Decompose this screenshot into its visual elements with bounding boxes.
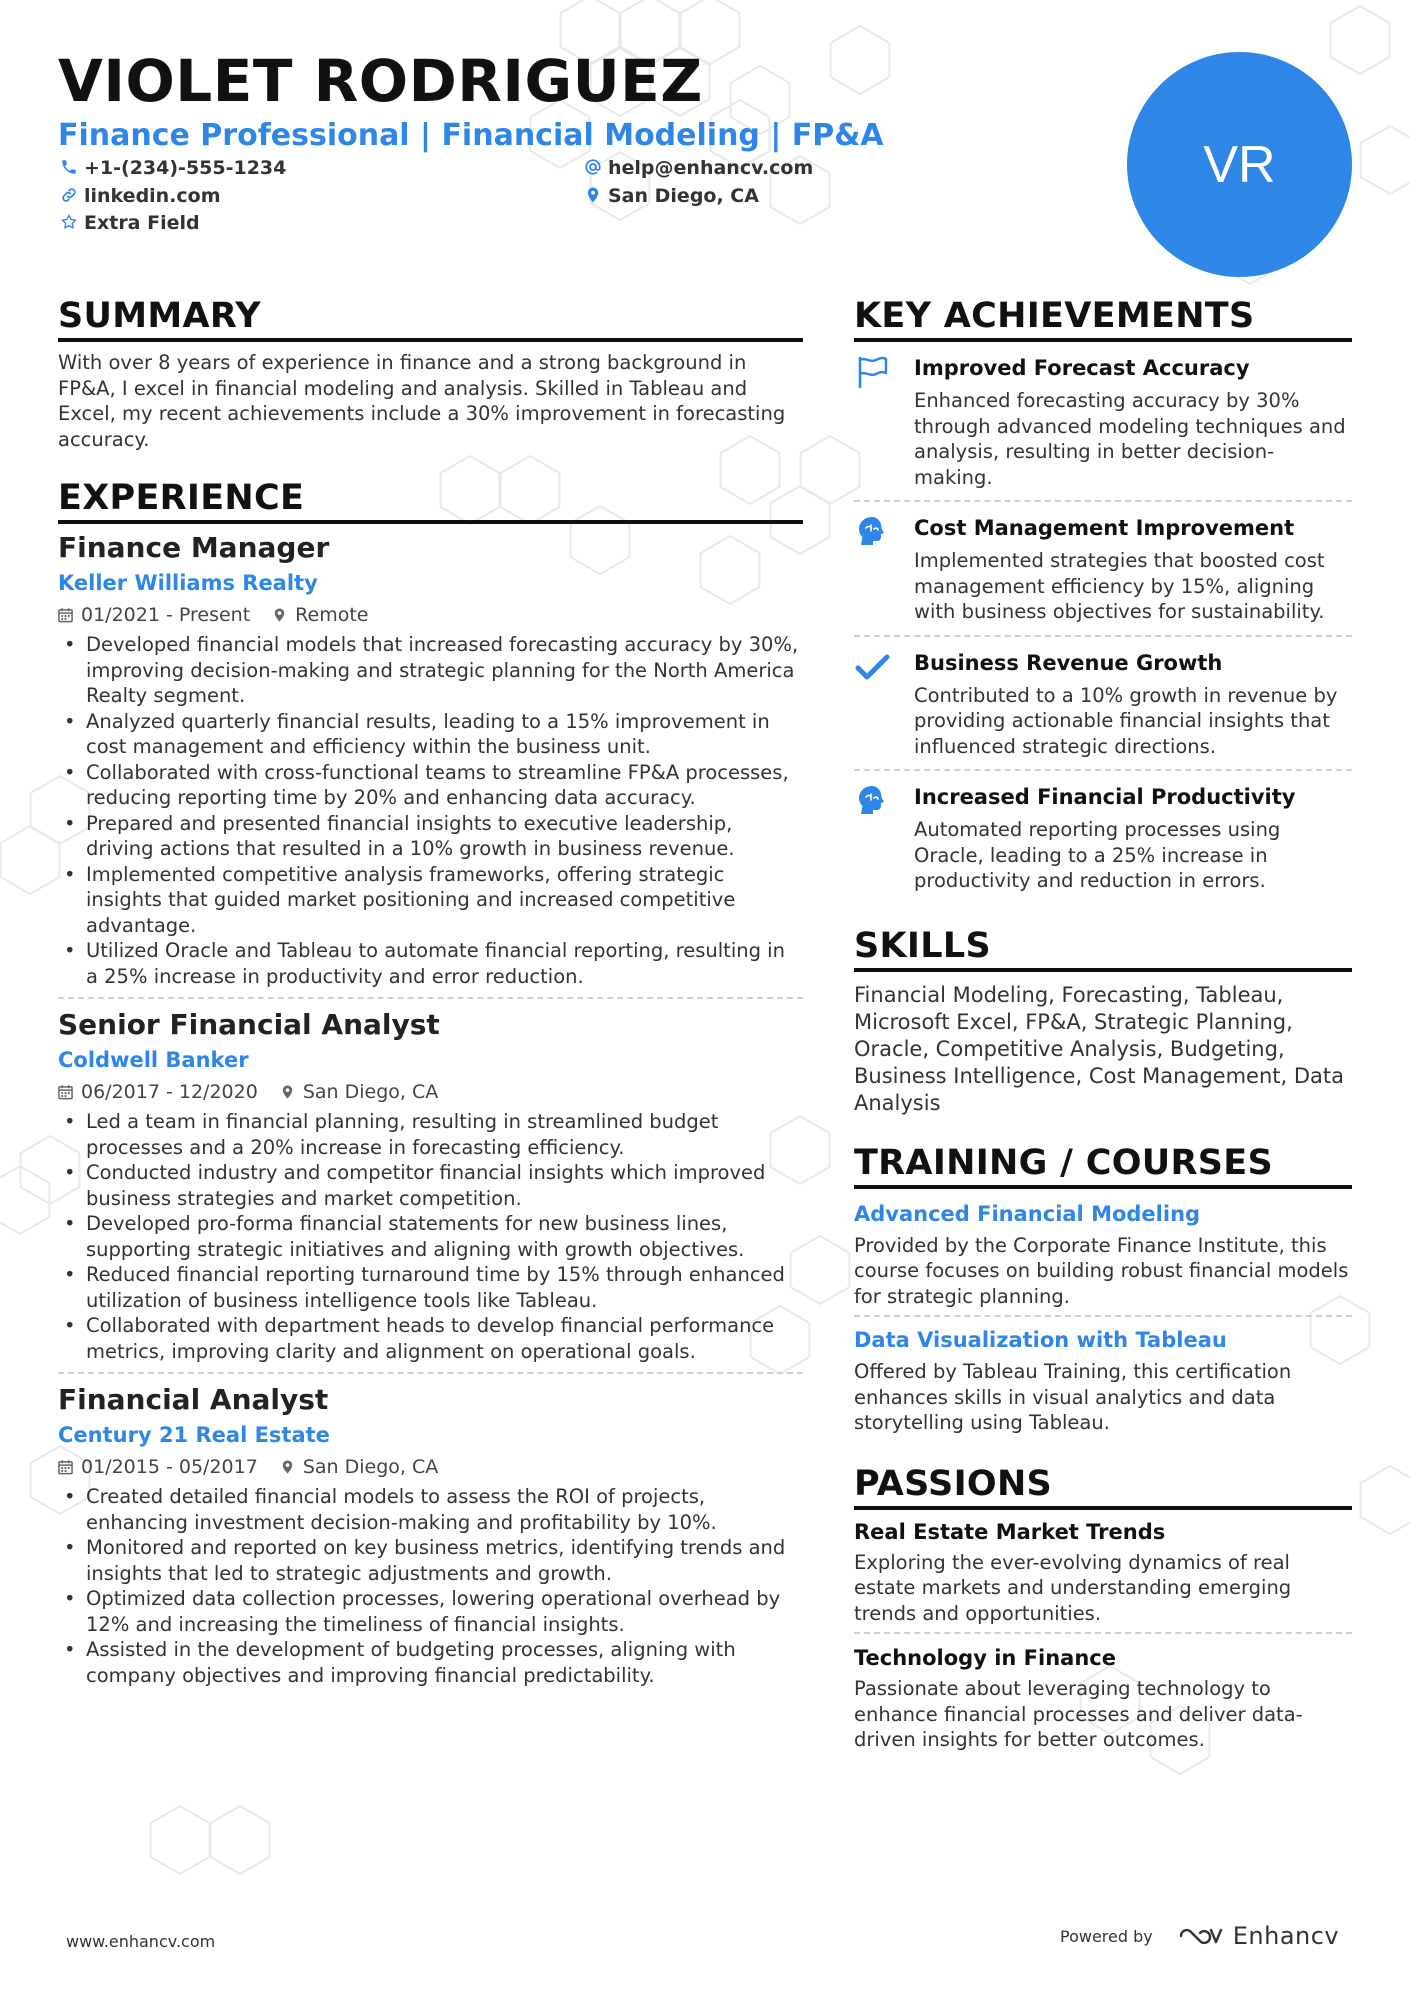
- job-bullet: • Conducted industry and competitor financial insights which improved business strategies and market competition.: [58, 1160, 803, 1211]
- job-bullet: • Assisted in the development of budgeting processes, aligning with company objectives and improving financial predictability.: [58, 1637, 803, 1688]
- job-location-wrap: [280, 1081, 438, 1103]
- avatar: [1127, 52, 1352, 277]
- job-bullets: [58, 1484, 803, 1688]
- passions-heading: PASSIONS: [854, 1464, 1352, 1510]
- footer-website[interactable]: www.enhancv.com: [66, 1932, 216, 1951]
- job-dates: 01/2021 - Present: [81, 604, 251, 626]
- contact-extra-field: [60, 211, 200, 235]
- achievement-item: [854, 635, 1352, 770]
- job-bullet: • Utilized Oracle and Tableau to automate financial reporting, resulting in a 25% increase in productivity and error reduction.: [58, 938, 803, 989]
- course-item: [854, 1315, 1352, 1442]
- job-location-wrap: [280, 1456, 438, 1478]
- achievement-body: [914, 649, 1352, 760]
- experience-item: [58, 524, 803, 989]
- flag-icon: [854, 354, 890, 390]
- link-icon: [60, 186, 78, 204]
- at-sign-icon: [584, 158, 602, 176]
- brand-name: Enhancv: [1232, 1922, 1340, 1950]
- company-name[interactable]: Keller Williams Realty: [58, 571, 318, 595]
- achievement-title: Cost Management Improvement: [914, 516, 1295, 540]
- map-pin-icon: [584, 186, 602, 204]
- course-description: Provided by the Corporate Finance Institute, this course focuses on building robust financial models for strategic planning.: [854, 1233, 1349, 1308]
- candidate-tagline: Finance Professional | Financial Modeling | FP&A: [58, 118, 884, 153]
- job-bullet: • Reduced financial reporting turnaround time by 15% through enhanced utilization of business intelligence tools like Tableau.: [58, 1262, 803, 1313]
- course-title[interactable]: Data Visualization with Tableau: [854, 1328, 1227, 1352]
- job-bullet: • Developed financial models that increased forecasting accuracy by 30%, improving decision-making and strategic planning for the North America Realty segment.: [58, 632, 803, 709]
- job-bullet: • Collaborated with department heads to develop financial performance metrics, improving clarity and alignment on operational goals.: [58, 1313, 803, 1364]
- calendar-icon: [58, 1459, 73, 1475]
- achievement-description: Contributed to a 10% growth in revenue by providing actionable financial insights that influenced strategic directions.: [914, 683, 1338, 758]
- contact-phone[interactable]: [60, 156, 286, 180]
- achievement-icon-wrap: [854, 514, 914, 625]
- skills-text: Financial Modeling, Forecasting, Tableau, Microsoft Excel, FP&A, Strategic Planning, Oracle, Competitive Analysis, Budgeting, Business Intelligence, Cost Management, Data Analysis: [854, 982, 1345, 1115]
- achievements-section: [854, 296, 1352, 904]
- passions-list: [854, 1510, 1352, 1759]
- job-bullet: • Implemented competitive analysis frameworks, offering strategic insights that guided market positioning and increased competitive advantage.: [58, 862, 803, 939]
- experience-list: [58, 524, 803, 1688]
- email-text: help@enhancv.com: [608, 157, 814, 179]
- candidate-name: VIOLET RODRIGUEZ: [58, 47, 703, 115]
- job-bullet: • Developed pro-forma financial statements for new business lines, supporting strategic initiatives and aligning with growth objectives.: [58, 1211, 803, 1262]
- achievement-description: Enhanced forecasting accuracy by 30% through advanced modeling techniques and analysis, resulting in better decision-making.: [914, 389, 1346, 489]
- brain-icon: [854, 514, 890, 550]
- achievement-title: Increased Financial Productivity: [914, 785, 1296, 809]
- experience-item: [58, 997, 803, 1364]
- contact-linkedin[interactable]: [60, 184, 221, 208]
- experience-heading: EXPERIENCE: [58, 478, 803, 524]
- experience-item: [58, 1372, 803, 1688]
- course-item: [854, 1193, 1352, 1316]
- training-heading: TRAINING / COURSES: [854, 1143, 1352, 1189]
- achievement-description: Automated reporting processes using Oracle, leading to a 25% increase in productivity and reduction in errors.: [914, 818, 1281, 892]
- training-list: [854, 1193, 1352, 1442]
- achievement-title: Improved Forecast Accuracy: [914, 356, 1250, 380]
- passion-description: Exploring the ever-evolving dynamics of real estate markets and understanding emerging trends and opportunities.: [854, 1550, 1292, 1625]
- job-title: Finance Manager: [58, 531, 330, 564]
- location-pin-icon: [280, 1084, 295, 1100]
- job-meta: [58, 600, 803, 630]
- star-icon: [60, 213, 78, 231]
- job-title: Senior Financial Analyst: [58, 1008, 440, 1041]
- linkedin-text: linkedin.com: [84, 185, 221, 207]
- contact-location: [584, 184, 759, 208]
- location-text: San Diego, CA: [608, 185, 759, 207]
- job-dates: 06/2017 - 12/2020: [81, 1081, 258, 1103]
- job-location: Remote: [295, 604, 369, 626]
- phone-text: +1-(234)-555-1234: [84, 157, 287, 179]
- job-bullet: • Created detailed financial models to assess the ROI of projects, enhancing investment decision-making and profitability by 10%.: [58, 1484, 803, 1535]
- job-bullet: • Optimized data collection processes, lowering operational overhead by 12% and increasing the timeliness of financial insights.: [58, 1586, 803, 1637]
- achievement-icon-wrap: [854, 783, 914, 894]
- job-location-wrap: [272, 604, 368, 626]
- job-location: San Diego, CA: [302, 1081, 439, 1103]
- job-bullet: • Monitored and reported on key business metrics, identifying trends and insights that led to strategic adjustments and growth.: [58, 1535, 803, 1586]
- achievement-icon-wrap: [854, 354, 914, 490]
- passion-item: [854, 1632, 1352, 1759]
- summary-heading: SUMMARY: [58, 296, 803, 342]
- powered-by-text: Powered by: [1060, 1926, 1153, 1946]
- achievement-body: [914, 354, 1352, 490]
- enhancv-logo-icon: [1177, 1924, 1223, 1948]
- passion-title: Technology in Finance: [854, 1646, 1116, 1670]
- job-bullet: • Collaborated with cross-functional teams to streamline FP&A processes, reducing reporting time by 20% and enhancing data accuracy.: [58, 760, 803, 811]
- left-column: [58, 296, 803, 1688]
- achievement-item: [854, 769, 1352, 904]
- course-description: Offered by Tableau Training, this certification enhances skills in visual analytics and data storytelling using Tableau.: [854, 1360, 1292, 1434]
- achievements-heading: KEY ACHIEVEMENTS: [854, 296, 1352, 342]
- course-title[interactable]: Advanced Financial Modeling: [854, 1201, 1201, 1226]
- achievement-body: [914, 514, 1352, 625]
- location-pin-icon: [280, 1459, 295, 1475]
- avatar-initials: VR: [1203, 135, 1276, 194]
- summary-section: [58, 296, 803, 452]
- job-location: San Diego, CA: [302, 1456, 439, 1478]
- achievement-body: [914, 783, 1352, 894]
- passion-description: Passionate about leveraging technology to enhance financial processes and deliver data-driven insights for better outcomes.: [854, 1677, 1303, 1751]
- passion-title: Real Estate Market Trends: [854, 1519, 1166, 1544]
- skills-heading: SKILLS: [854, 926, 1352, 972]
- footer-branding[interactable]: [1060, 1922, 1339, 1950]
- extra-field-text: Extra Field: [84, 212, 200, 234]
- location-pin-icon: [272, 607, 287, 623]
- job-dates: 01/2015 - 05/2017: [81, 1456, 258, 1478]
- phone-icon: [60, 158, 78, 176]
- job-bullets: [58, 1109, 803, 1364]
- skills-section: [854, 926, 1352, 1117]
- right-column: [854, 296, 1352, 1759]
- calendar-icon: [58, 607, 73, 623]
- training-section: [854, 1143, 1352, 1442]
- contact-email[interactable]: [584, 156, 813, 180]
- company-name[interactable]: Coldwell Banker: [58, 1048, 249, 1072]
- job-bullet: • Led a team in financial planning, resulting in streamlined budget processes and a 20% increase in forecasting efficiency.: [58, 1109, 803, 1160]
- achievement-item: [854, 500, 1352, 635]
- achievement-title: Business Revenue Growth: [914, 650, 1223, 675]
- job-bullet: • Analyzed quarterly financial results, leading to a 15% improvement in cost management and efficiency within the business unit.: [58, 709, 803, 760]
- achievement-icon-wrap: [854, 649, 914, 760]
- company-name[interactable]: Century 21 Real Estate: [58, 1423, 330, 1447]
- job-meta: [58, 1077, 803, 1107]
- brain-icon: [854, 783, 890, 819]
- achievement-item: [854, 348, 1352, 500]
- checkmark-icon: [854, 649, 890, 685]
- experience-section: [58, 478, 803, 1688]
- job-title: Financial Analyst: [58, 1383, 329, 1416]
- achievement-description: Implemented strategies that boosted cost management efficiency by 15%, aligning with business objectives for sustainability.: [914, 549, 1325, 623]
- job-bullet: • Prepared and presented financial insights to executive leadership, driving actions that resulted in a 10% growth in business revenue.: [58, 811, 803, 862]
- achievements-list: [854, 348, 1352, 904]
- passions-section: [854, 1464, 1352, 1759]
- summary-text: With over 8 years of experience in finance and a strong background in FP&A, I excel in financial modeling and analysis. Skilled in Tableau and Excel, my recent achievements include a 30% improvement in forecasting accuracy.: [58, 351, 786, 451]
- passion-item: [854, 1510, 1352, 1633]
- job-bullets: [58, 632, 803, 989]
- calendar-icon: [58, 1084, 73, 1100]
- job-meta: [58, 1452, 803, 1482]
